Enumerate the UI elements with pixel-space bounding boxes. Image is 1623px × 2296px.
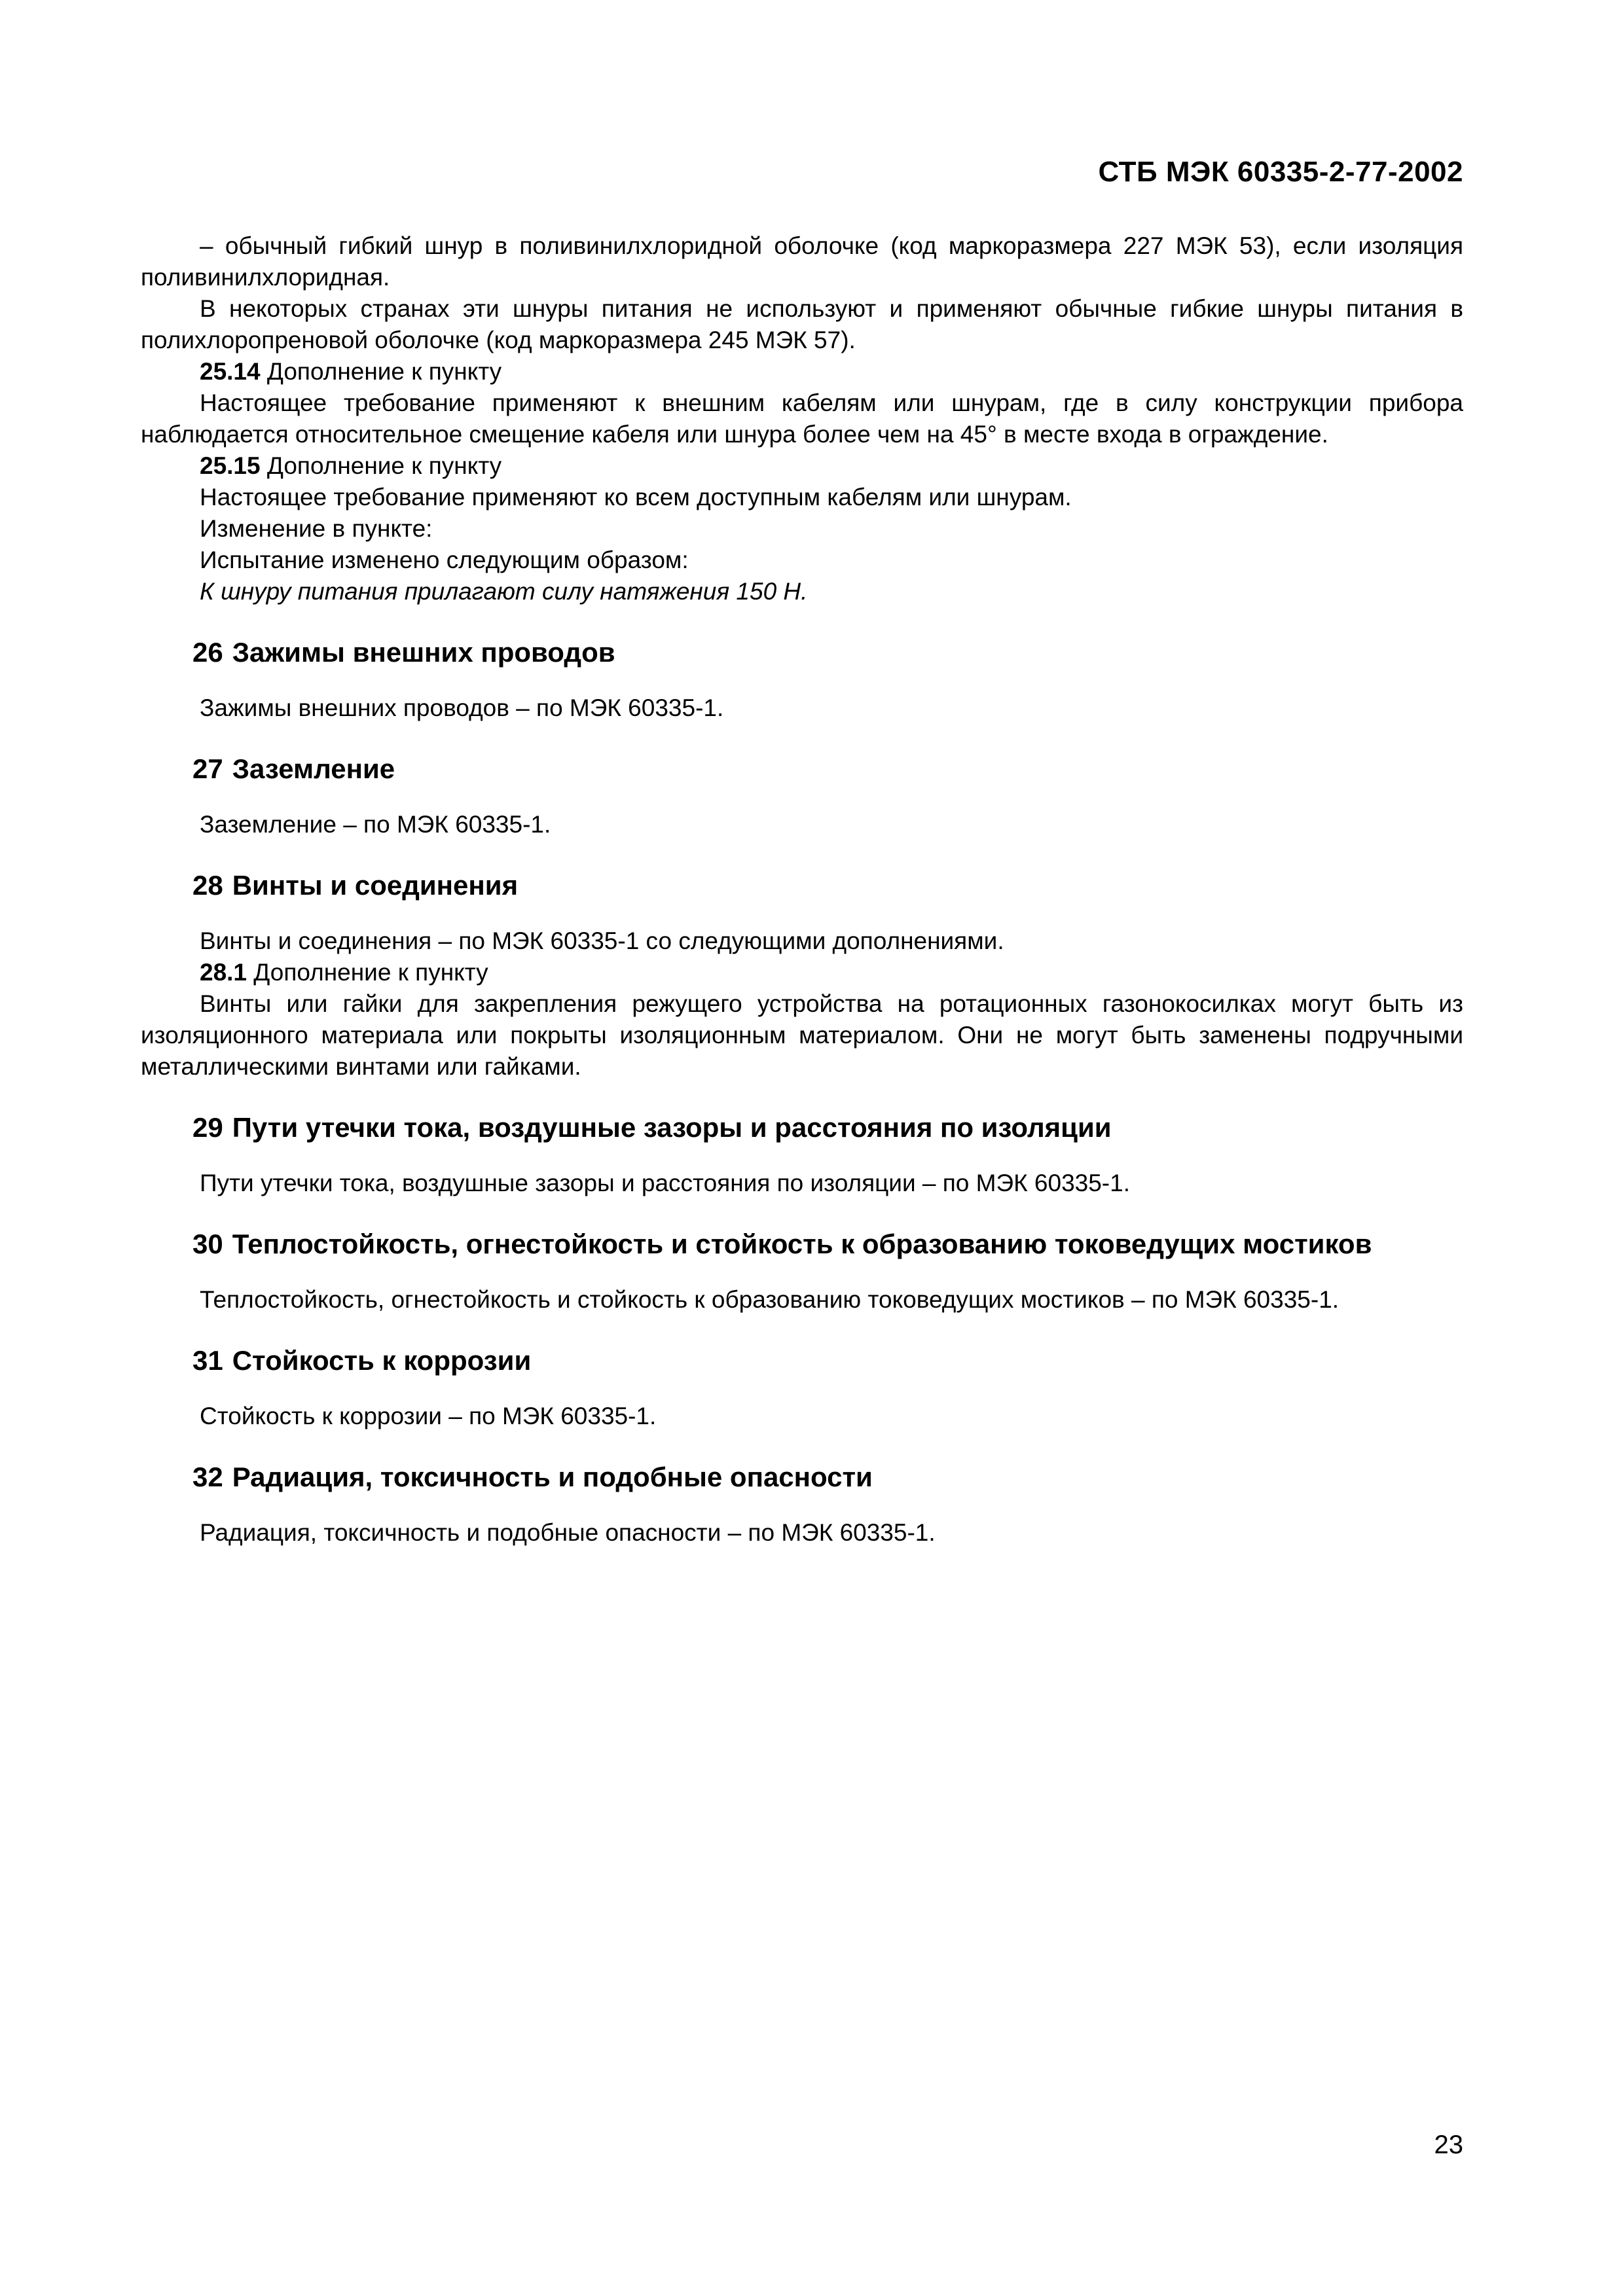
clause-28-1-text: Винты или гайки для закрепления режущего устройства на ротационных газонокосилках могут быть из изоляционного материала или покрыты изоляционным материалом. Они не могут быть заменены подручными металлическими винтами или гайками. [141, 990, 1463, 1080]
clause-number: 25.14 [200, 358, 261, 385]
clause-25-15-change: Изменение в пункте: [200, 515, 433, 542]
section-28-title [141, 869, 1463, 902]
section-31-body: Стойкость к коррозии – по МЭК 60335-1. [200, 1403, 657, 1429]
paragraph-pvc-cord: – обычный гибкий шнур в поливинилхлоридной оболочке (код маркоразмера 227 МЭК 53), если изоляция поливинилхлоридная. [141, 232, 1463, 291]
section-26-title [141, 636, 1463, 669]
section-29-title [141, 1111, 1463, 1144]
section-title-text: Винты и соединения [232, 870, 519, 901]
clause-28-1-heading [141, 957, 1463, 988]
section-29-body: Пути утечки тока, воздушные зазоры и расстояния по изоляции – по МЭК 60335-1. [200, 1170, 1130, 1196]
section-27-title [141, 753, 1463, 785]
clause-25-15-text: Настоящее требование применяют ко всем доступным кабелям или шнурам. [200, 484, 1072, 511]
paragraph-polychloroprene-cord: В некоторых странах эти шнуры питания не используют и применяют обычные гибкие шнуры питания в полихлоропреновой оболочке (код маркоразмера 245 МЭК 57). [141, 295, 1463, 353]
section-title-text: Радиация, токсичность и подобные опасности [232, 1462, 873, 1492]
clause-25-15-force: К шнуру питания прилагают силу натяжения 150 Н. [200, 578, 808, 605]
section-number: 32 [192, 1462, 223, 1492]
section-number: 29 [192, 1112, 223, 1143]
clause-25-15-test: Испытание изменено следующим образом: [200, 547, 689, 573]
section-title-text: Стойкость к коррозии [232, 1345, 532, 1376]
section-27-body: Заземление – по МЭК 60335-1. [200, 811, 551, 838]
clause-25-15-heading [141, 450, 1463, 482]
clause-25-14-heading [141, 356, 1463, 387]
section-30-title [141, 1228, 1463, 1261]
section-32-title [141, 1461, 1463, 1494]
section-title-text: Заземление [232, 753, 395, 784]
clause-label: Дополнение к пункту [260, 358, 502, 385]
clause-25-14-text: Настоящее требование применяют к внешним кабелям или шнурам, где в силу конструкции прибора наблюдается относительное смещение кабеля или шнура более чем на 45° в месте входа в ограждение. [141, 389, 1463, 448]
page-number: 23 [1434, 2130, 1463, 2159]
section-26-body: Зажимы внешних проводов – по МЭК 60335-1. [200, 694, 724, 721]
section-number: 31 [192, 1345, 223, 1376]
section-31-title [141, 1344, 1463, 1377]
section-28-body: Винты и соединения – по МЭК 60335-1 со следующими дополнениями. [200, 927, 1004, 954]
section-title-text: Зажимы внешних проводов [232, 637, 615, 668]
section-title-text: Пути утечки тока, воздушные зазоры и расстояния по изоляции [232, 1112, 1112, 1143]
clause-label: Дополнение к пункту [247, 959, 488, 986]
section-number: 28 [192, 870, 223, 901]
section-number: 27 [192, 753, 223, 784]
clause-number: 28.1 [200, 959, 247, 986]
clause-label: Дополнение к пункту [260, 452, 502, 479]
standard-code-header: СТБ МЭК 60335-2-77-2002 [1098, 156, 1463, 188]
page-content [141, 230, 1463, 1549]
section-title-text: Теплостойкость, огнестойкость и стойкость к образованию токоведущих мостиков [232, 1229, 1372, 1259]
section-number: 30 [192, 1229, 223, 1259]
section-number: 26 [192, 637, 223, 668]
clause-number: 25.15 [200, 452, 261, 479]
section-30-body: Теплостойкость, огнестойкость и стойкость к образованию токоведущих мостиков – по МЭК 60335-1. [200, 1286, 1340, 1313]
section-32-body: Радиация, токсичность и подобные опасности – по МЭК 60335-1. [200, 1519, 936, 1546]
